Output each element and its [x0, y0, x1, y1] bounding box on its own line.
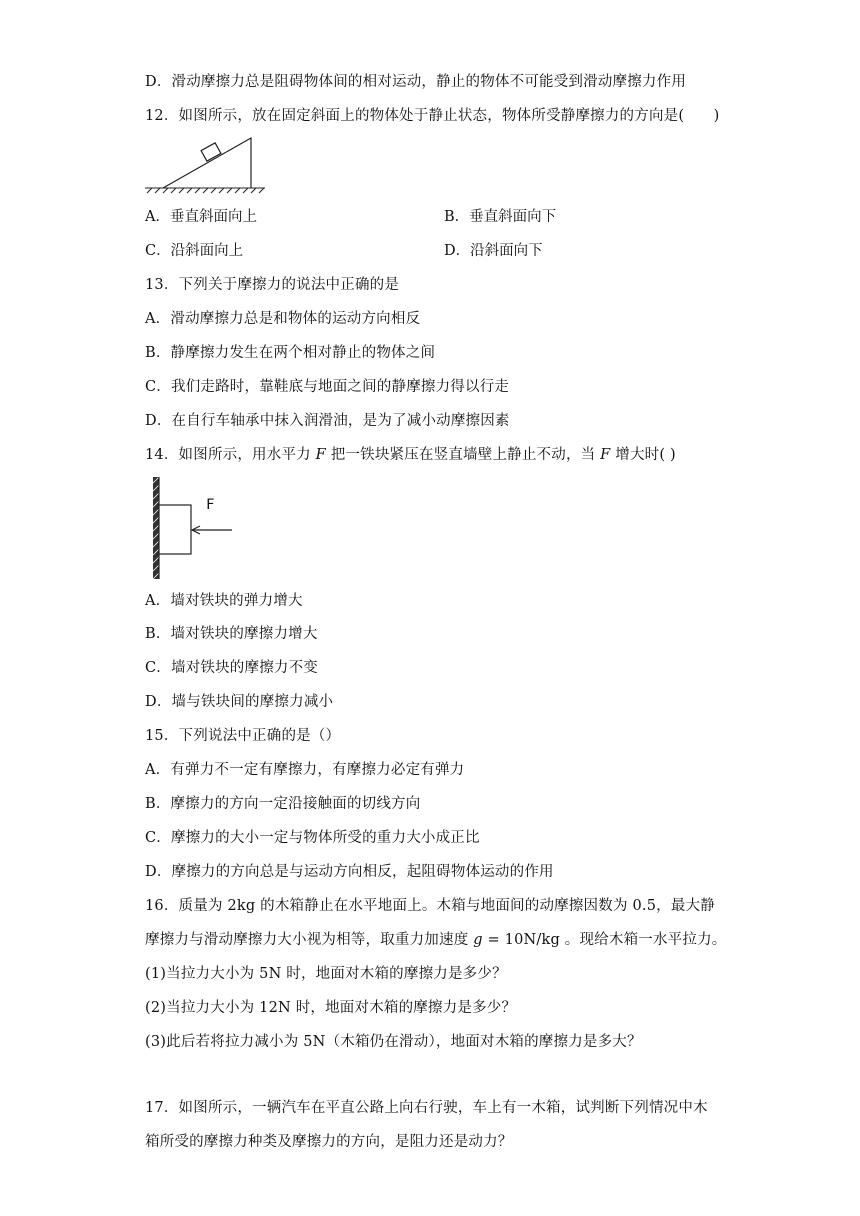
q14-option-d: D．墙与铁块间的摩擦力减小 [145, 694, 334, 710]
block-on-incline [201, 143, 221, 161]
q16-line2-a: 摩擦力与滑动摩擦力大小视为相等，取重力加速度 [145, 932, 469, 948]
incline-figure [143, 136, 268, 194]
q15-option-a: A．有弹力不一定有摩擦力，有摩擦力必定有弹力 [145, 762, 465, 778]
q15-stem: 15．下列说法中正确的是（） [145, 728, 341, 744]
q14-option-c: C．墙对铁块的摩擦力不变 [145, 660, 318, 676]
q12-option-b: B．垂直斜面向下 [444, 209, 557, 225]
q16-line1: 16．质量为 2kg 的木箱静止在水平地面上。木箱与地面间的动摩擦因数为 0.5，最大静 [145, 898, 715, 914]
q15-option-c: C．摩擦力的大小一定与物体所受的重力大小成正比 [145, 830, 480, 846]
q12-option-a: A．垂直斜面向上 [145, 209, 257, 225]
q13-option-a: A．滑动摩擦力总是和物体的运动方向相反 [145, 311, 421, 327]
q14-stem-part1: 14．如图所示，用水平力 [145, 447, 311, 463]
wall-block-figure [148, 477, 238, 579]
q14-stem-part2: 把一铁块紧压在竖直墙壁上静止不动，当 [330, 447, 596, 463]
q13-option-d: D．在自行车轴承中抹入润滑油，是为了减小动摩擦因素 [145, 413, 510, 429]
q16-sub3: (3)此后若将拉力减小为 5N（木箱仍在滑动），地面对木箱的摩擦力是多大？ [145, 1034, 642, 1050]
q16-sub2: (2)当拉力大小为 12N 时，地面对木箱的摩擦力是多少？ [145, 1000, 517, 1016]
q13-option-c: C．我们走路时，靠鞋底与地面之间的静摩擦力得以行走 [145, 379, 510, 395]
force-label: F [206, 497, 215, 513]
q12-option-d: D．沿斜面向下 [444, 243, 543, 259]
q14-option-b: B．墙对铁块的摩擦力增大 [145, 626, 318, 642]
q16-var-g: g [473, 932, 483, 948]
q16-line2 [145, 930, 726, 950]
q11-option-d: D．滑动摩擦力总是阻碍物体间的相对运动，静止的物体不可能受到滑动摩擦力作用 [145, 74, 687, 90]
q12-stem: 12．如图所示，放在固定斜面上的物体处于静止状态，物体所受静摩擦力的方向是( ) [145, 108, 720, 124]
q14-var-f-1: F [315, 447, 326, 463]
q14-stem [145, 445, 676, 465]
q12-option-c: C．沿斜面向上 [145, 243, 244, 259]
q14-stem-part3: 增大时( ) [615, 447, 676, 463]
q15-option-d: D．摩擦力的方向总是与运动方向相反，起阻碍物体运动的作用 [145, 864, 554, 880]
q17-line2: 箱所受的摩擦力种类及摩擦力的方向，是阻力还是动力？ [145, 1134, 513, 1150]
q17-line1: 17．如图所示，一辆汽车在平直公路上向右行驶，车上有一木箱，试判断下列情况中木 [145, 1100, 708, 1116]
q13-stem: 13．下列关于摩擦力的说法中正确的是 [145, 277, 400, 293]
q16-line2-b: = 10N/kg 。现给木箱一水平拉力。 [487, 932, 727, 948]
q15-option-b: B．摩擦力的方向一定沿接触面的切线方向 [145, 796, 421, 812]
q14-option-a: A．墙对铁块的弹力增大 [145, 593, 303, 609]
q16-sub1: (1)当拉力大小为 5N 时，地面对木箱的摩擦力是多少？ [145, 966, 507, 982]
iron-block [159, 505, 191, 554]
q13-option-b: B．静摩擦力发生在两个相对静止的物体之间 [145, 345, 436, 361]
incline-triangle [163, 138, 251, 188]
q14-var-f-2: F [600, 447, 611, 463]
ground-hatching [145, 188, 265, 193]
